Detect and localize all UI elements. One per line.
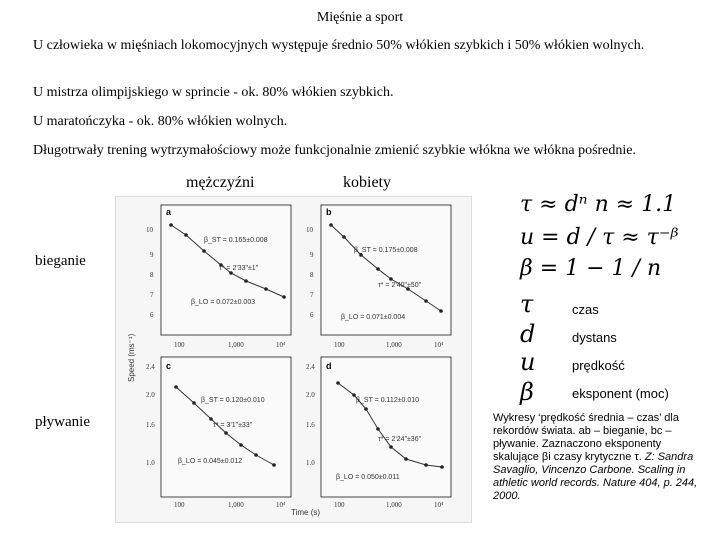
figure-caption bbox=[493, 412, 703, 503]
panel-b-ytick: 8 bbox=[310, 271, 314, 279]
paragraph-marathoner: U maratończyka - ok. 80% włókien wolnych. bbox=[33, 114, 288, 129]
formula-time-distance: τ ≈ dⁿ n ≈ 1.1 bbox=[520, 192, 677, 217]
formula-speed: u = d / τ ≈ τ⁻ᵝ bbox=[520, 225, 679, 250]
panel-d-ytick: 2.0 bbox=[306, 391, 315, 399]
legend-label-time: czas bbox=[572, 302, 599, 317]
panel-c-xtick: 10⁴ bbox=[276, 501, 286, 509]
panel-c-label: c bbox=[166, 361, 172, 371]
panel-b-ytick: 9 bbox=[310, 251, 314, 259]
panel-a-ytick: 6 bbox=[150, 311, 154, 319]
legend-label-distance: dystans bbox=[572, 330, 617, 345]
panel-d-ytick: 1.6 bbox=[306, 421, 315, 429]
panel-a-ytick: 10 bbox=[146, 226, 153, 234]
row-label-running: bieganie bbox=[35, 253, 90, 270]
panel-c bbox=[146, 357, 291, 509]
caption-description: Wykresy ‘prędkość średnia – czas’ dla rekordów świata. ab – bieganie, bc – pływanie. Zaznaczono eksponenty skalujące βi czasy krytyczne τ. bbox=[493, 412, 679, 463]
panel-d-xtick: 100 bbox=[334, 501, 345, 509]
panel-a-xtick: 1,000 bbox=[228, 341, 244, 349]
panel-a-ytick: 9 bbox=[150, 251, 154, 259]
panel-b-beta-st: β_ST = 0.175±0.008 bbox=[354, 247, 418, 254]
panel-a-xtick: 10⁴ bbox=[276, 341, 286, 349]
panel-a-xtick: 100 bbox=[174, 341, 185, 349]
panel-a bbox=[146, 205, 291, 349]
records-plot-svg bbox=[116, 197, 471, 522]
panel-b-ytick: 10 bbox=[306, 226, 313, 234]
panel-c-beta-lo: β_LO = 0.045±0.012 bbox=[178, 458, 243, 465]
panel-b-xtick: 1,000 bbox=[386, 341, 402, 349]
column-header-women: kobiety bbox=[343, 174, 391, 191]
panel-a-ytick: 8 bbox=[150, 271, 154, 279]
panel-d-xtick: 10⁴ bbox=[434, 501, 444, 509]
formula-exponent: β = 1 − 1 / n bbox=[520, 256, 662, 281]
panel-a-critical-time: τ* = 2'33"±1" bbox=[219, 265, 259, 272]
panel-d-label: d bbox=[326, 361, 332, 371]
panel-a-beta-lo: β_LO = 0.072±0.003 bbox=[191, 299, 256, 306]
panel-b-beta-lo: β_LO = 0.071±0.004 bbox=[341, 314, 406, 321]
legend-label-exponent: eksponent (moc) bbox=[572, 386, 669, 401]
paragraph-sprinter: U mistrza olimpijskiego w sprincie - ok. 80% włókien szybkich. bbox=[33, 85, 394, 100]
paragraph-average: U człowieka w mięśniach lokomocyjnych występuje średnio 50% włókien szybkich i 50% włókien wolnych. bbox=[33, 38, 645, 53]
panel-d-ytick: 1.0 bbox=[306, 459, 315, 467]
panel-c-ytick: 1.6 bbox=[146, 421, 155, 429]
panel-d-beta-lo: β_LO = 0.050±0.011 bbox=[336, 474, 400, 481]
panel-a-beta-st: β_ST = 0.165±0.008 bbox=[204, 237, 268, 244]
panel-c-critical-time: τ* = 3'1"±33" bbox=[213, 422, 253, 429]
panel-d-critical-time: τ* = 2'24"±36" bbox=[378, 436, 422, 443]
panel-b-xtick: 100 bbox=[334, 341, 345, 349]
panel-c-ytick: 2.4 bbox=[146, 363, 155, 371]
legend-symbol-d: d bbox=[520, 320, 536, 348]
page-title: Mięśnie a sport bbox=[316, 10, 404, 25]
panel-b-ytick: 6 bbox=[310, 311, 314, 319]
x-axis-label: Time (s) bbox=[291, 508, 321, 517]
legend-symbol-beta: β bbox=[520, 378, 534, 406]
panel-c-xtick: 100 bbox=[174, 501, 185, 509]
y-axis-label: Speed (ms⁻¹) bbox=[127, 333, 136, 382]
legend-symbol-tau: τ bbox=[520, 290, 534, 318]
panel-b-ytick: 7 bbox=[310, 291, 314, 299]
panel-a-label: a bbox=[166, 207, 172, 217]
legend-label-speed: prędkość bbox=[572, 358, 625, 373]
panel-d bbox=[306, 357, 451, 509]
panel-b-label: b bbox=[326, 207, 332, 217]
panel-b-critical-time: τ* = 2'40"±50" bbox=[378, 282, 422, 289]
panel-b-xtick: 10⁴ bbox=[434, 341, 444, 349]
row-label-swimming: pływanie bbox=[35, 414, 94, 431]
panel-b bbox=[306, 205, 451, 349]
legend-symbol-u: u bbox=[520, 348, 536, 376]
panel-d-ytick: 2.4 bbox=[306, 363, 315, 371]
paragraph-training: Długotrwały trening wytrzymałościowy może funkcjonalnie zmienić szybkie włókna we włókna pośrednie. bbox=[33, 143, 636, 158]
panel-d-xtick: 1,000 bbox=[386, 501, 402, 509]
panel-c-beta-st: β_ST = 0.120±0.010 bbox=[201, 397, 265, 404]
panel-c-ytick: 2.0 bbox=[146, 391, 155, 399]
panel-a-ytick: 7 bbox=[150, 291, 154, 299]
panel-c-xtick: 1,000 bbox=[228, 501, 244, 509]
caption-source: Z: Sandra Savaglio, Vincenzo Carbone. Scaling in athletic world records. Nature 404, p. 244, 2000. bbox=[493, 451, 698, 502]
panel-d-beta-st: β_ST = 0.112±0.010 bbox=[356, 397, 420, 404]
column-header-men: mężczyźni bbox=[186, 174, 255, 191]
panel-c-ytick: 1.0 bbox=[146, 459, 155, 467]
records-figure bbox=[115, 196, 472, 523]
